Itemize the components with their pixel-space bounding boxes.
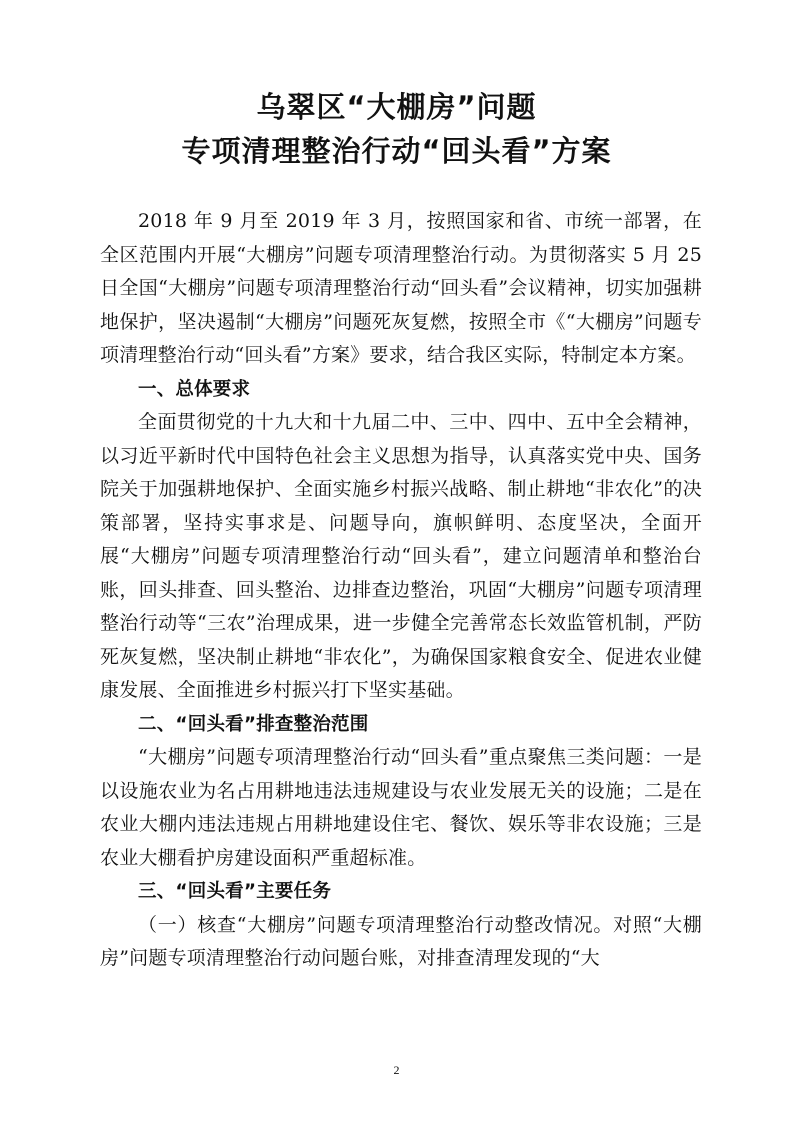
intro-paragraph: 2018 年 9 月至 2019 年 3 月，按照国家和省、市统一部署，在全区范围内开展“大棚房”问题专项清理整治行动。为贯彻落实 5 月 25 日全国“大棚房”问题专项清理整治行动“回头看”会议精神，切实加强耕地保护，坚决遏制“大棚房”问题死灰复燃，按照全市《“大棚房”问题专项清理整治行动“回头看”方案》要求，结合我区实际，特制定本方案。 <box>100 210 702 366</box>
section1-paragraph: 全面贯彻党的十九大和十九届二中、三中、四中、五中全会精神，以习近平新时代中国特色社会主义思想为指导，认真落实党中央、国务院关于加强耕地保护、全面实施乡村振兴战略、制止耕地“非农化”的决策部署，坚持实事求是、问题导向，旗帜鲜明、态度坚决，全面开展“大棚房”问题专项清理整治行动“回头看”，建立问题清单和整治台账，回头排查、回头整治、边排查边整治，巩固“大棚房”问题专项清理整治行动等“三农”治理成果，进一步健全完善常态长效监管机制，严防死灰复燃，坚决制止耕地“非农化”，为确保国家粮食安全、促进农业健康发展、全面推进乡村振兴打下坚实基础。 <box>100 411 702 701</box>
section3-paragraph: （一）核查“大棚房”问题专项清理整治行动整改情况。对照“大棚房”问题专项清理整治行动问题台账，对排查清理发现的“大 <box>100 913 702 969</box>
document-title-line1: 乌翠区“大棚房”问题 <box>256 90 537 124</box>
document-body <box>100 205 702 976</box>
section2-heading: 二、“回头看”排查整治范围 <box>138 713 369 735</box>
section3-heading: 三、“回头看”主要任务 <box>138 881 332 902</box>
section1-heading: 一、总体要求 <box>138 378 251 400</box>
document-title-line2: 专项清理整治行动“回头看”方案 <box>181 134 612 168</box>
section2-paragraph: “大棚房”问题专项清理整治行动“回头看”重点聚焦三类问题：一是以设施农业为名占用耕地违法违规建设与农业发展无关的设施；二是在农业大棚内违法违规占用耕地建设住宅、餐饮、娱乐等非农设施；三是农业大棚看护房建设面积严重超标准。 <box>100 746 702 869</box>
page-number: 2 <box>393 1063 400 1077</box>
